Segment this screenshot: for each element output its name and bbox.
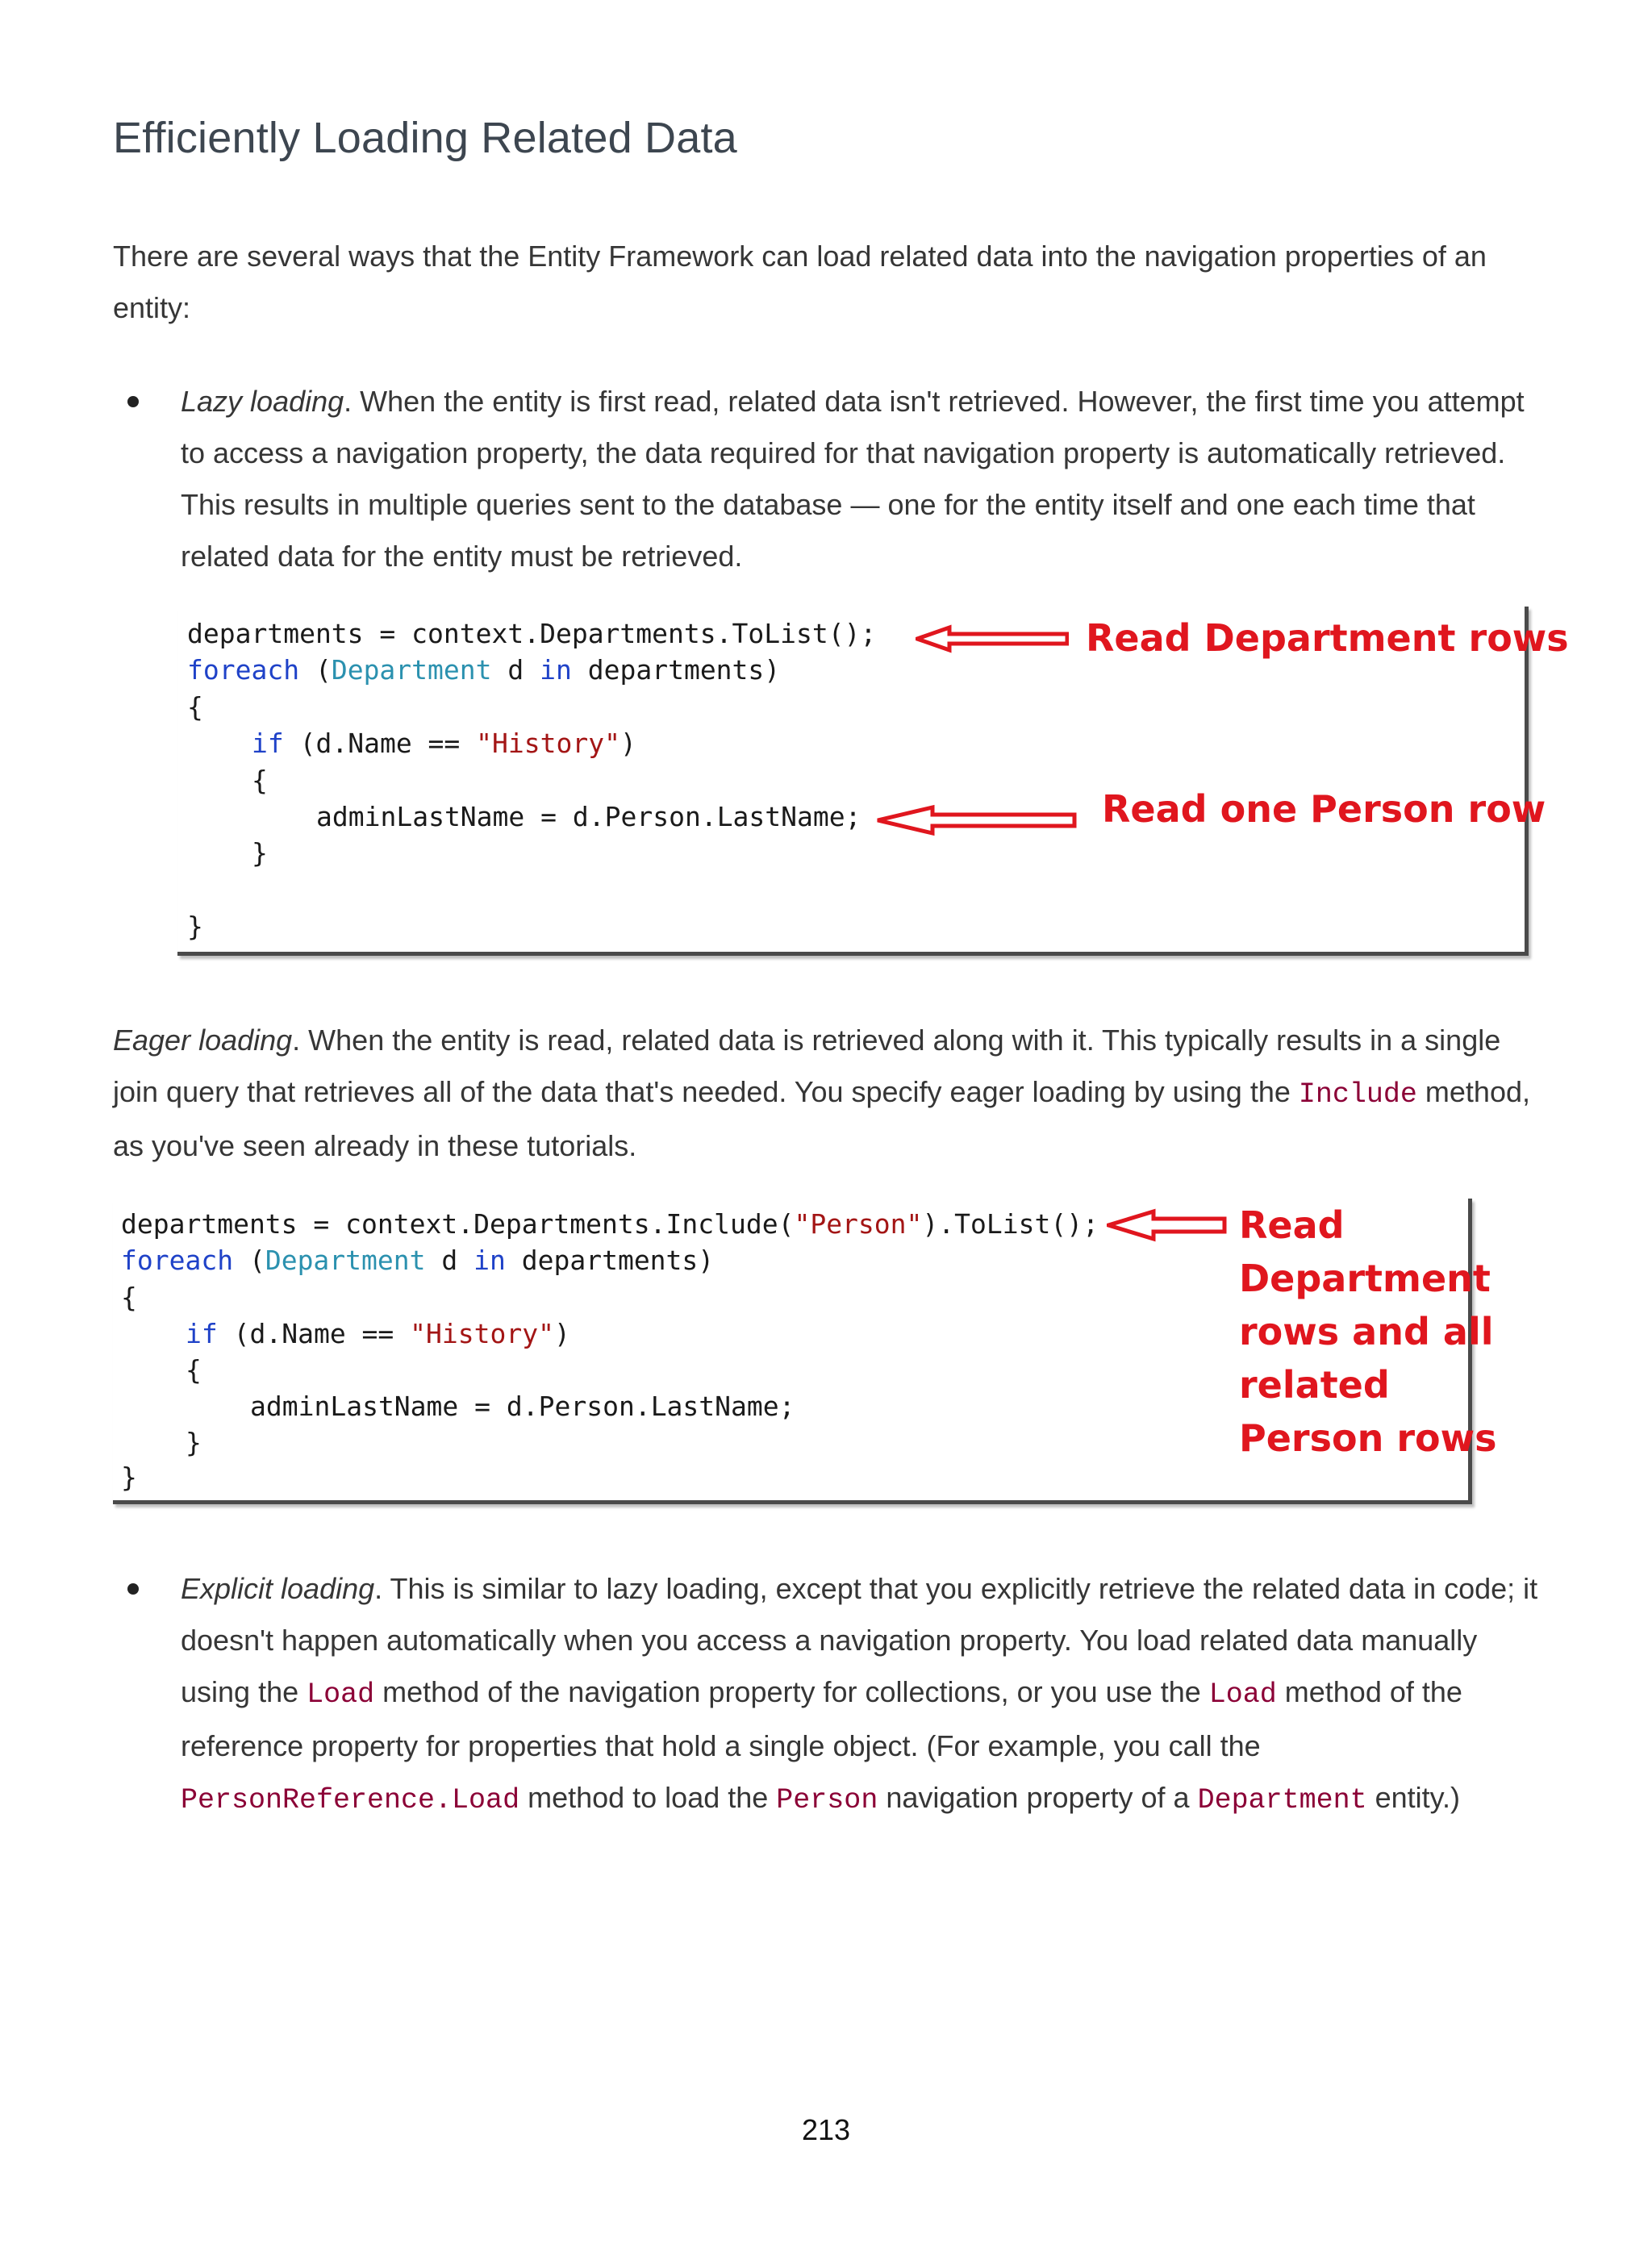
inline-code-include: Include xyxy=(1298,1078,1417,1111)
arrow-left-icon xyxy=(1107,1207,1228,1244)
annotation-read-department-rows: Read Department rows xyxy=(1086,616,1569,660)
annotation-read-rows-line: Person rows xyxy=(1239,1416,1497,1460)
page-title: Efficiently Loading Related Data xyxy=(113,114,737,162)
code-line: adminLastName = d.Person.LastName; xyxy=(316,801,861,832)
code-figure-lazy xyxy=(177,607,1569,956)
code-line: { xyxy=(186,1354,202,1386)
annotation-read-rows-line: related xyxy=(1239,1363,1390,1407)
lazy-loading-term: Lazy loading xyxy=(181,385,344,418)
bullet-lazy xyxy=(127,396,139,407)
code-line: if (d.Name == "History") xyxy=(186,1318,570,1349)
intro-paragraph: There are several ways that the Entity Framework can load related data into the navigation properties of an entity: xyxy=(113,240,1487,324)
code-line: } xyxy=(186,1427,202,1458)
annotation-read-rows-line: Read xyxy=(1239,1203,1345,1247)
code-line: } xyxy=(121,1461,137,1493)
code-line: } xyxy=(187,911,203,942)
annotation-read-rows-line: rows and all xyxy=(1239,1310,1494,1353)
code-line: { xyxy=(187,691,203,723)
lazy-loading-paragraph xyxy=(181,376,1544,582)
page-number: 213 xyxy=(801,2113,851,2146)
eager-loading-paragraph: Eager loading. When the entity is read, related data is retrieved along with it. This typically results in a single join query that retrieves all of the data that's needed. You specify eager loading by using the Include method, as you've seen already in these tutorials. xyxy=(113,1024,1530,1162)
lazy-loading-text: . When the entity is first read, related data isn't retrieved. However, the first time you attempt to access a navigation property, the data required for that navigation property is automatically retrieved. This results in multiple queries sent to the database — one for the entity itself and one each time that related data for the entity must be retrieved. xyxy=(181,385,1525,573)
annotation-read-one-person-row: Read one Person row xyxy=(1102,787,1546,831)
code-line: { xyxy=(121,1282,137,1313)
inline-code-person-reference-load: PersonReference.Load xyxy=(181,1784,520,1816)
bullet-explicit xyxy=(127,1583,139,1595)
eager-loading-term: Eager loading xyxy=(113,1024,293,1057)
code-line: if (d.Name == "History") xyxy=(252,728,636,759)
code-line: departments = context.Departments.ToList(); xyxy=(187,618,877,649)
inline-code-department: Department xyxy=(1197,1784,1367,1816)
code-line: departments = context.Departments.Include("Person").ToList(); xyxy=(121,1208,1099,1240)
explicit-loading-paragraph: Explicit loading. This is similar to lazy loading, except that you explicitly retrieve the related data in code; it doesn't happen automatically when you access a navigation property. You load related data manually using the Load method of the navigation property for collections, or you use the Load method of the reference property for properties that hold a single object. (For example, you call the PersonReference.Load method to load the Person navigation property of a Department entity.) xyxy=(181,1572,1538,1816)
inline-code-person: Person xyxy=(776,1784,878,1816)
code-line: { xyxy=(252,765,268,796)
code-line: } xyxy=(252,837,268,869)
code-line: adminLastName = d.Person.LastName; xyxy=(250,1391,795,1422)
explicit-loading-term: Explicit loading xyxy=(181,1572,375,1605)
inline-code-load: Load xyxy=(1208,1678,1277,1711)
code-line: foreach (Department d in departments) xyxy=(187,654,781,686)
code-line: foreach (Department d in departments) xyxy=(121,1245,715,1276)
arrow-left-icon xyxy=(916,623,1069,655)
annotation-read-rows-line: Department xyxy=(1239,1257,1491,1300)
inline-code-load: Load xyxy=(307,1678,375,1711)
arrow-left-icon xyxy=(876,803,1078,838)
code-figure-eager xyxy=(113,1199,1497,1504)
